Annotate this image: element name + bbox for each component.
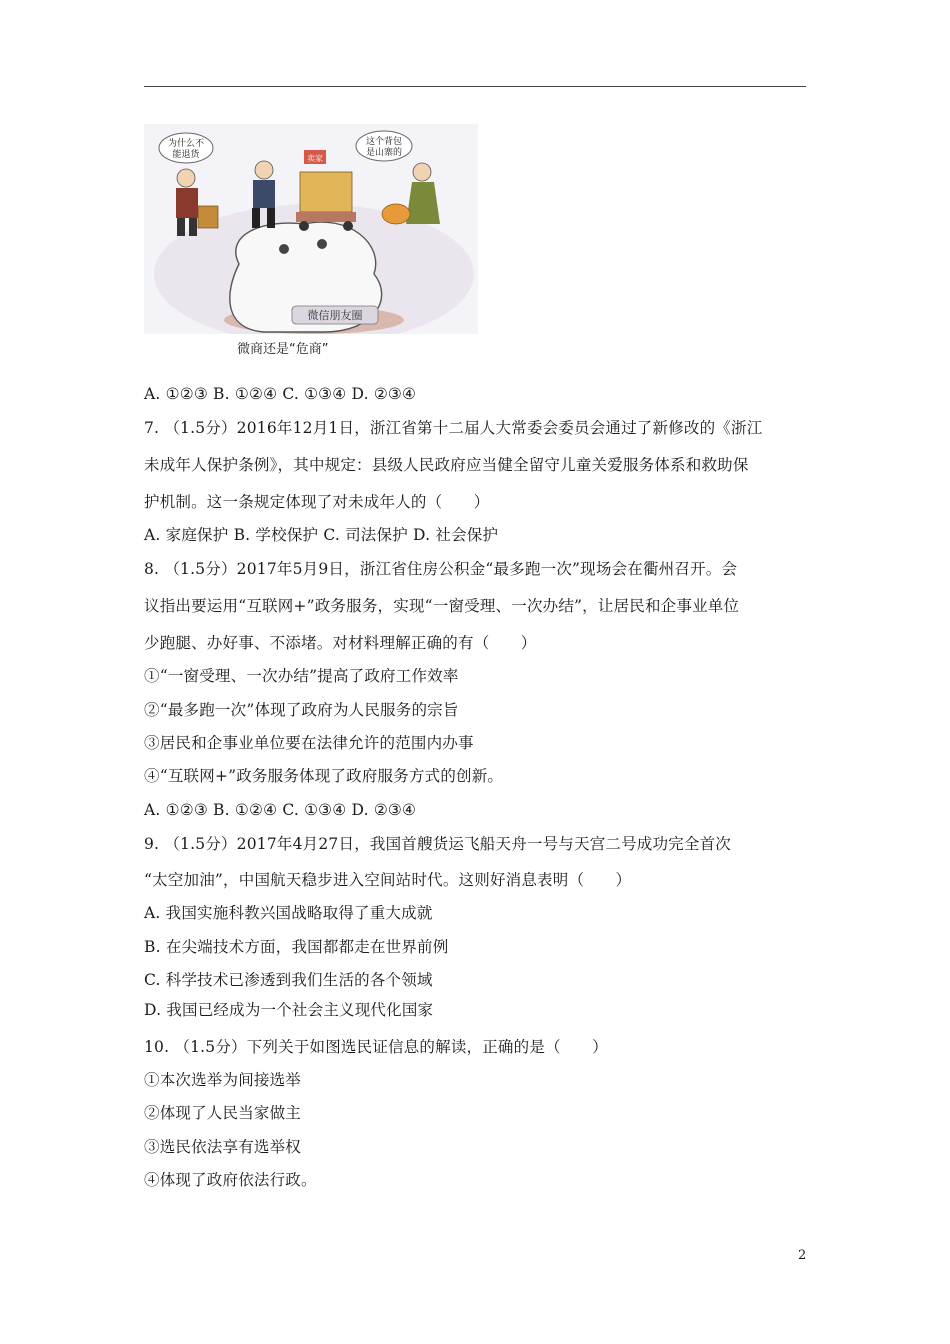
- q7-stem-line1: 7. （1.5分）2016年12月1日，浙江省第十二届人大常委会委员会通过了新修改的《浙江: [144, 419, 763, 437]
- header-rule: [144, 86, 806, 87]
- q10-statement-2: ②体现了人民当家做主: [144, 1104, 302, 1122]
- page-number: 2: [798, 1248, 807, 1263]
- q10-statement-3: ③选民依法享有选举权: [144, 1138, 302, 1156]
- q9-option-d: D. 我国已经成为一个社会主义现代化国家: [144, 1001, 434, 1019]
- q7-stem-line2: 未成年人保护条例》，其中规定：县级人民政府应当健全留守儿童关爱服务体系和救助保: [144, 456, 749, 474]
- bubble-right-line1: 这个背包: [365, 137, 403, 147]
- q8-statement-1: ①“一窗受理、一次办结”提高了政府工作效率: [144, 667, 459, 685]
- q7-options: A. 家庭保护 B. 学校保护 C. 司法保护 D. 社会保护: [144, 526, 499, 544]
- q9-option-b: B. 在尖端技术方面，我国都都走在世界前例: [144, 938, 449, 956]
- q8-statement-3: ③居民和企事业单位要在法律允许的范围内办事: [144, 734, 474, 752]
- q8-stem-line1: 8. （1.5分）2017年5月9日，浙江省住房公积金“最多跑一次”现场会在衢州召开。会: [144, 560, 738, 578]
- q9-stem-line1: 9. （1.5分）2017年4月27日，我国首艘货运飞船天舟一号与天宫二号成功完全首次: [144, 835, 731, 853]
- q10-statement-1: ①本次选举为间接选举: [144, 1071, 302, 1089]
- bubble-right-line2: 是山寨的: [365, 148, 403, 158]
- q8-statement-4: ④“互联网+”政务服务体现了政府服务方式的创新。: [144, 767, 504, 785]
- bubble-left-line1: 为什么不: [167, 139, 205, 149]
- q9-stem-line2: “太空加油”，中国航天稳步进入空间站时代。这则好消息表明（ ）: [144, 871, 632, 889]
- q9-option-c: C. 科学技术已渗透到我们生活的各个领域: [144, 971, 433, 989]
- q6-options: A. ①②③ B. ①②④ C. ①③④ D. ②③④: [144, 385, 417, 403]
- figure-caption: 微商还是“危商”: [237, 342, 329, 357]
- q10-stem: 10. （1.5分）下列关于如图选民证信息的解读，正确的是（ ）: [144, 1038, 608, 1056]
- weishang-cartoon-image: [144, 124, 478, 334]
- q9-option-a: A. 我国实施科教兴国战略取得了重大成就: [144, 904, 433, 922]
- q8-stem-line2: 议指出要运用“互联网+”政务服务，实现“一窗受理、一次办结”，让居民和企事业单位: [144, 597, 740, 615]
- cart-sign: 卖家: [307, 154, 323, 163]
- q8-statement-2: ②“最多跑一次”体现了政府为人民服务的宗旨: [144, 701, 459, 719]
- q8-options: A. ①②③ B. ①②④ C. ①③④ D. ②③④: [144, 801, 417, 819]
- q8-stem-line3: 少跑腿、办好事、不添堵。对材料理解正确的有（ ）: [144, 634, 537, 652]
- bag-label: 微信朋友圈: [307, 309, 363, 322]
- q10-statement-4: ④体现了政府依法行政。: [144, 1171, 317, 1189]
- q7-stem-line3: 护机制。这一条规定体现了对未成年人的（ ）: [144, 493, 490, 511]
- bubble-left-line2: 能退货: [172, 150, 200, 160]
